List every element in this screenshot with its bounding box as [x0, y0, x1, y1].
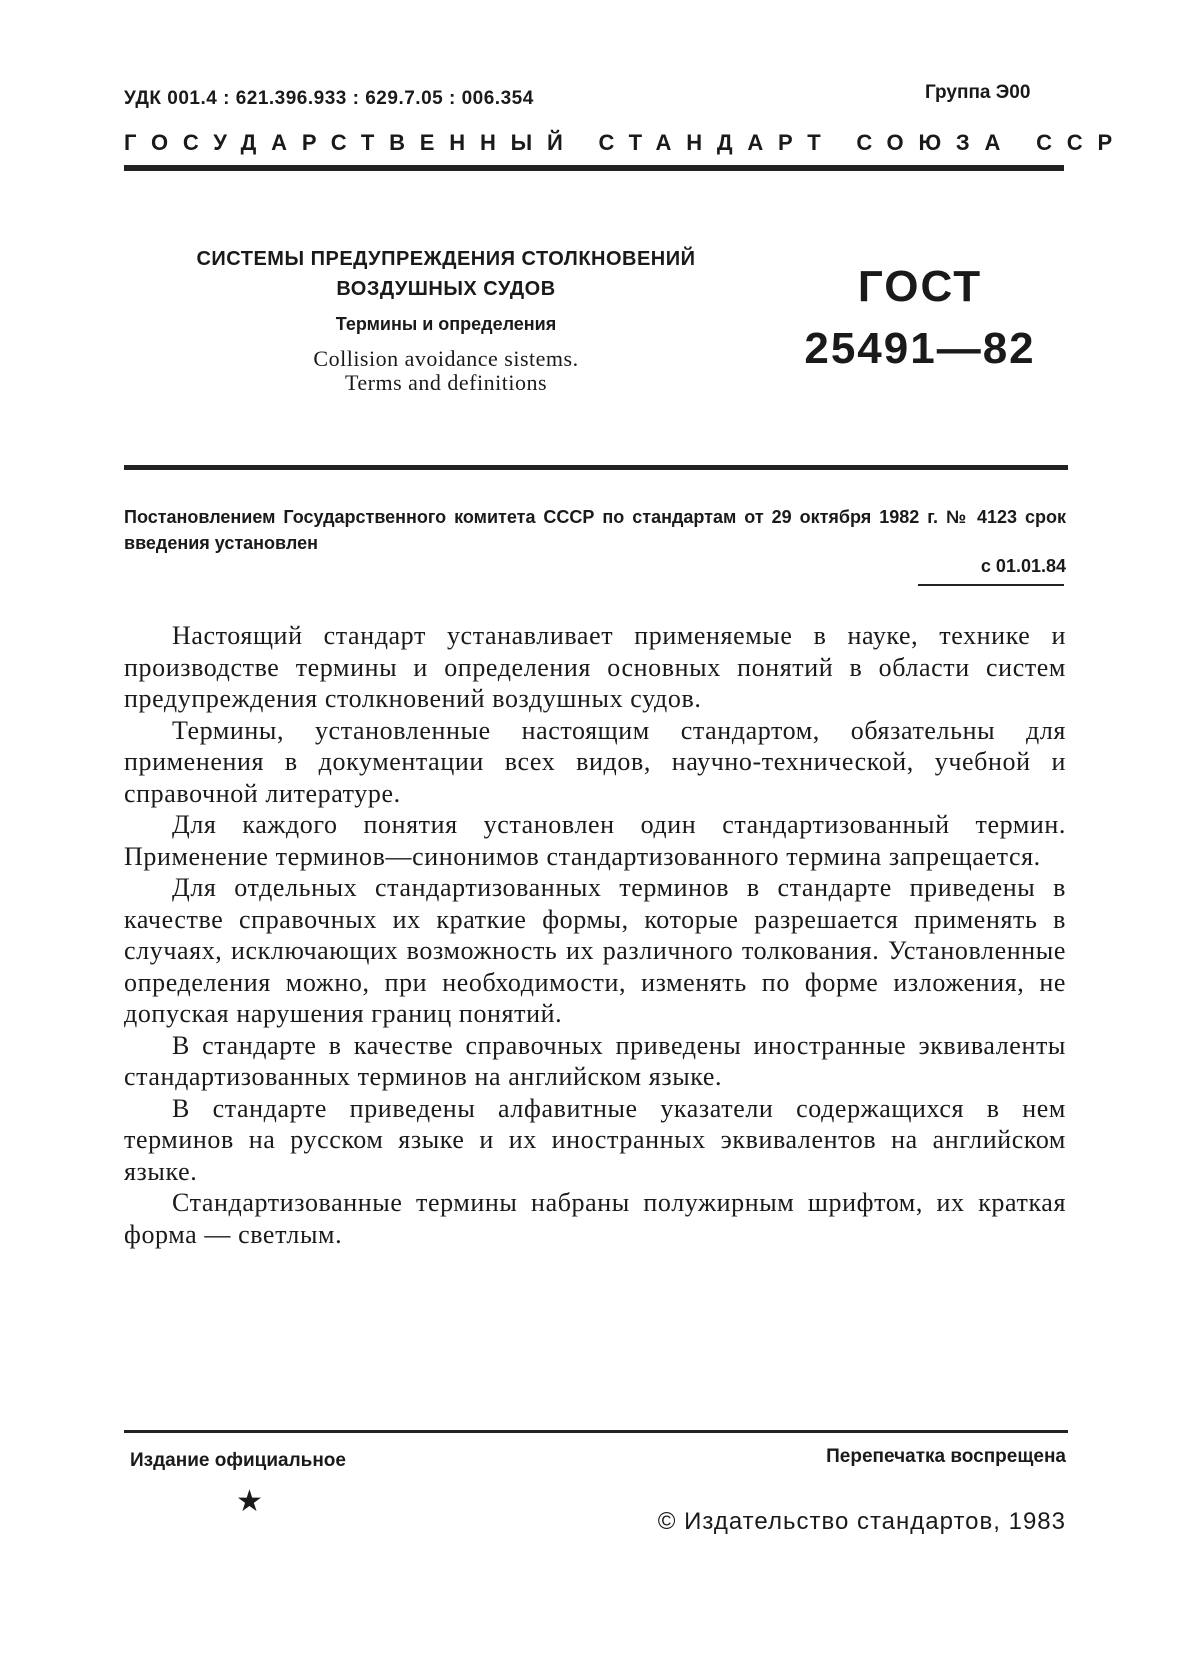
body-paragraph: В стандарте в качестве справочных приведены иностранные эквиваленты стандартизованных терминов на английском языке.	[124, 1030, 1066, 1091]
group-code: Группа Э00	[925, 82, 1031, 103]
body-text	[124, 620, 1066, 1250]
effective-date: с 01.01.84	[980, 556, 1066, 576]
decree-text: Постановлением Государственного комитета СССР по стандартам от 29 октября 1982 г. № 4123 срок введения установлен	[124, 507, 1066, 553]
gost-number: 25491—82	[804, 324, 1036, 373]
title-en-line1: Collision avoidance sistems.	[313, 346, 579, 371]
title-block	[166, 244, 726, 395]
title-en-line2: Terms and definitions	[344, 370, 548, 395]
body-paragraph: Для отдельных стандартизованных терминов в стандарте приведены в качестве справочных их краткие формы, которые разрешается применять в случаях, исключающих возможность их различного толкования. Установленные определения можно, при необходимости, изменять по форме изложения, не допуская нарушения границ понятий.	[124, 873, 1066, 1028]
state-standard-heading: ГОСУДАРСТВЕННЫЙ СТАНДАРТ СОЮЗА ССР	[124, 130, 1127, 155]
title-ru-line1: СИСТЕМЫ ПРЕДУПРЕЖДЕНИЯ СТОЛКНОВЕНИЙ	[196, 248, 696, 270]
gost-designation	[790, 256, 1050, 380]
body-paragraph: Настоящий стандарт устанавливает применяемые в науке, технике и производстве термины и определения основных понятий в области систем предупреждения столкновений воздушных судов.	[124, 621, 1066, 713]
header-rule	[124, 165, 1064, 171]
body-paragraph: Термины, установленные настоящим стандартом, обязательны для применения в документации всех видов, научно-технической, учебной и справочной литературе.	[124, 715, 1066, 808]
gost-label: ГОСТ	[857, 262, 983, 311]
body-paragraph: В стандарте приведены алфавитные указатели содержащихся в нем терминов на русском языке и их иностранных эквивалентов на английском языке.	[124, 1093, 1066, 1186]
title-ru-line2: ВОЗДУШНЫХ СУДОВ	[336, 278, 556, 300]
official-edition-label: Издание официальное	[130, 1450, 346, 1471]
reprint-prohibited-label: Перепечатка воспрещена	[826, 1446, 1066, 1467]
title-rule	[124, 465, 1068, 470]
star-icon: ★	[236, 1485, 263, 1518]
body-paragraph: Для каждого понятия установлен один стандартизованный термин. Применение терминов—синонимов стандартизованного термина запрещается.	[124, 810, 1066, 871]
effective-date-underline	[918, 584, 1064, 586]
publisher-copyright: © Издательство стандартов, 1983	[657, 1508, 1066, 1535]
udk-code: УДК 001.4 : 621.396.933 : 629.7.05 : 006.354	[124, 88, 534, 109]
title-ru-subtitle: Термины и определения	[335, 314, 557, 334]
body-paragraph: Стандартизованные термины набраны полужирным шрифтом, их краткая форма — светлым.	[124, 1188, 1066, 1249]
footer-rule	[124, 1430, 1068, 1433]
